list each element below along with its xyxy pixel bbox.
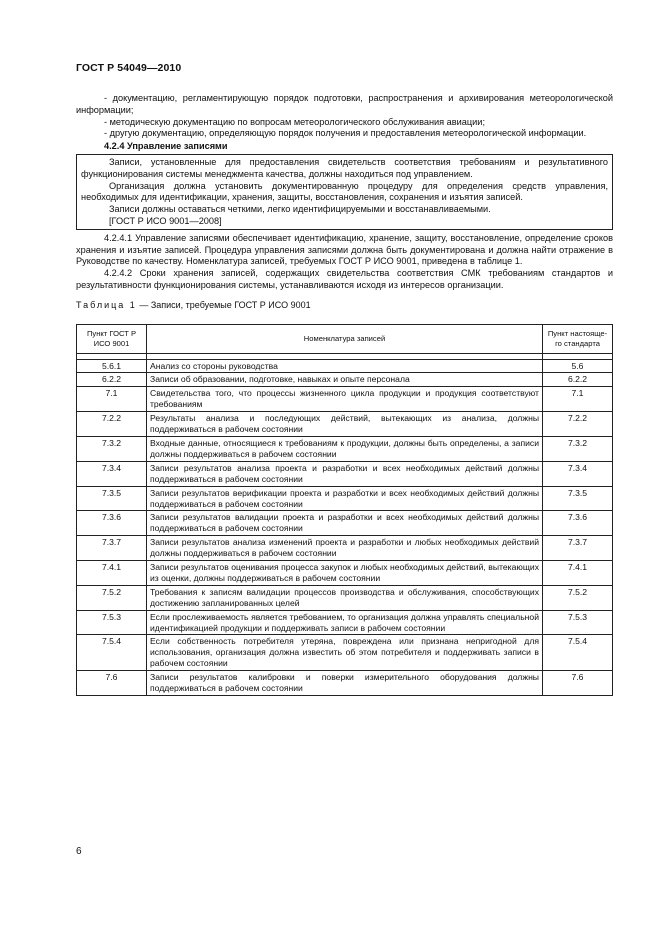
- record-description-cell: Записи результатов валидации проекта и разработки и всех необходимых действий должны поддерживаться в рабочем состоянии: [147, 511, 543, 536]
- table-row: [77, 536, 613, 561]
- page-content: [76, 93, 613, 696]
- paragraph-4-2-4-1: 4.2.4.1 Управление записями обеспечивает идентификацию, хранение, защиту, восстановление, определение сроков хранения и изъятие записей. Процедура управления записями должна быть документирована и должна найти отражение в Руководстве по качеству. Номенклатура записей, требуемых ГОСТ Р ИСО 9001, приведена в таблице 1.: [76, 232, 613, 267]
- header-iso-clause: Пункт ГОСТ Р ИСО 9001: [77, 324, 147, 353]
- iso-clause-cell: 7.5.4: [77, 635, 147, 671]
- record-description-cell: Записи результатов оценивания процесса закупок и любых необходимых действий, вытекающих из оценки, должны поддерживаться в рабочем состоянии: [147, 561, 543, 586]
- table-row: [77, 436, 613, 461]
- record-description-cell: Требования к записям валидации процессов производства и обслуживания, способствующих достижению запланированных целей: [147, 585, 543, 610]
- table-row: [77, 561, 613, 586]
- standard-clause-cell: 7.3.4: [543, 461, 613, 486]
- box-reference: [ГОСТ Р ИСО 9001—2008]: [109, 215, 222, 226]
- iso-clause-cell: 7.1: [77, 387, 147, 412]
- standard-clause-cell: 7.2.2: [543, 412, 613, 437]
- table-caption-label: Таблица 1: [76, 299, 137, 310]
- standard-clause-cell: 7.1: [543, 387, 613, 412]
- quoted-requirement-box: [76, 154, 613, 230]
- box-paragraph-1: Записи, установленные для предоставления свидетельств соответствия требованиям и результативного функционирования системы менеджмента качества, должны находиться под управлением.: [81, 156, 608, 179]
- paragraph-4-2-4-2: 4.2.4.2 Сроки хранения записей, содержащих свидетельства соответствия СМК требованиям стандартов и результативности функционирования системы, устанавливаются исходя из интересов организации.: [76, 268, 613, 290]
- table-row: [77, 412, 613, 437]
- standard-clause-cell: 7.5.2: [543, 585, 613, 610]
- iso-clause-cell: 7.2.2: [77, 412, 147, 437]
- iso-clause-cell: 7.3.5: [77, 486, 147, 511]
- box-paragraph-3: Записи должны оставаться четкими, легко идентифицируемыми и восстанавливаемыми.: [109, 204, 491, 215]
- table-row: [77, 359, 613, 373]
- table-caption-text: — Записи, требуемые ГОСТ Р ИСО 9001: [139, 299, 311, 310]
- record-description-cell: Записи результатов верификации проекта и разработки и всех необходимых действий должны поддерживаться в рабочем состоянии: [147, 486, 543, 511]
- record-description-cell: Свидетельства того, что процессы жизненного цикла продукции и продукция соответствуют требованиям: [147, 387, 543, 412]
- iso-clause-cell: 7.3.2: [77, 436, 147, 461]
- standard-clause-cell: 7.5.3: [543, 610, 613, 635]
- document-header: ГОСТ Р 54049—2010: [76, 62, 182, 74]
- record-description-cell: Записи результатов анализа проекта и разработки и всех необходимых действий должны поддерживаться в рабочем состоянии: [147, 461, 543, 486]
- standard-clause-cell: 7.4.1: [543, 561, 613, 586]
- record-description-cell: Если прослеживаемость является требованием, то организация должна управлять специальной идентификацией продукции и поддерживать записи в рабочем состоянии: [147, 610, 543, 635]
- standard-clause-cell: 7.6: [543, 671, 613, 696]
- record-description-cell: Записи об образовании, подготовке, навыках и опыте персонала: [147, 373, 543, 387]
- standard-clause-cell: 7.3.6: [543, 511, 613, 536]
- records-table: [76, 324, 613, 696]
- table-row: [77, 486, 613, 511]
- standard-clause-cell: 7.3.2: [543, 436, 613, 461]
- standard-clause-cell: 6.2.2: [543, 373, 613, 387]
- iso-clause-cell: 7.3.7: [77, 536, 147, 561]
- iso-clause-cell: 6.2.2: [77, 373, 147, 387]
- intro-item-3: - другую документацию, определяющую порядок получения и предоставления метеорологической информации.: [104, 128, 587, 139]
- table-row: [77, 373, 613, 387]
- record-description-cell: Записи результатов анализа изменений проекта и разработки и любых необходимых действий должны поддерживаться в рабочем состоянии: [147, 536, 543, 561]
- header-records: Номенклатура записей: [147, 324, 543, 353]
- standard-clause-cell: 7.3.5: [543, 486, 613, 511]
- section-heading: 4.2.4 Управление записями: [104, 141, 228, 152]
- page-number: 6: [76, 846, 82, 857]
- intro-item-1: - документацию, регламентирующую порядок подготовки, распространения и архивирования метеорологической информации;: [76, 93, 613, 115]
- table-row: [77, 610, 613, 635]
- box-paragraph-2: Организация должна установить документированную процедуру для определения средств управления, необходимых для идентификации, хранения, защиты, восстановления, сохранения и изъятия записей.: [81, 180, 608, 203]
- iso-clause-cell: 5.6.1: [77, 359, 147, 373]
- record-description-cell: Записи результатов калибровки и поверки измерительного оборудования должны поддерживаться в рабочем состоянии: [147, 671, 543, 696]
- table-row: [77, 585, 613, 610]
- table-header-row: [77, 324, 613, 353]
- iso-clause-cell: 7.3.4: [77, 461, 147, 486]
- table-row: [77, 461, 613, 486]
- table-row: [77, 387, 613, 412]
- standard-clause-cell: 5.6: [543, 359, 613, 373]
- record-description-cell: Результаты анализа и последующих действий, вытекающих из анализа, должны поддерживаться в рабочем состоянии: [147, 412, 543, 437]
- record-description-cell: Анализ со стороны руководства: [147, 359, 543, 373]
- standard-clause-cell: 7.3.7: [543, 536, 613, 561]
- header-standard-clause: Пункт настояще-го стандарта: [543, 324, 613, 353]
- table-row: [77, 635, 613, 671]
- iso-clause-cell: 7.5.3: [77, 610, 147, 635]
- iso-clause-cell: 7.4.1: [77, 561, 147, 586]
- table-row: [77, 511, 613, 536]
- standard-clause-cell: 7.5.4: [543, 635, 613, 671]
- table-row: [77, 671, 613, 696]
- iso-clause-cell: 7.5.2: [77, 585, 147, 610]
- iso-clause-cell: 7.3.6: [77, 511, 147, 536]
- intro-item-2: - методическую документацию по вопросам метеорологического обслуживания авиации;: [104, 116, 485, 127]
- record-description-cell: Входные данные, относящиеся к требованиям к продукции, должны быть определены, а записи должны поддерживаться в рабочем состоянии: [147, 436, 543, 461]
- iso-clause-cell: 7.6: [77, 671, 147, 696]
- table-body: [77, 359, 613, 695]
- record-description-cell: Если собственность потребителя утеряна, повреждена или признана непригодной для использования, организация должна известить об этом потребителя и поддерживать записи в рабочем состоянии: [147, 635, 543, 671]
- table-caption: [76, 300, 613, 312]
